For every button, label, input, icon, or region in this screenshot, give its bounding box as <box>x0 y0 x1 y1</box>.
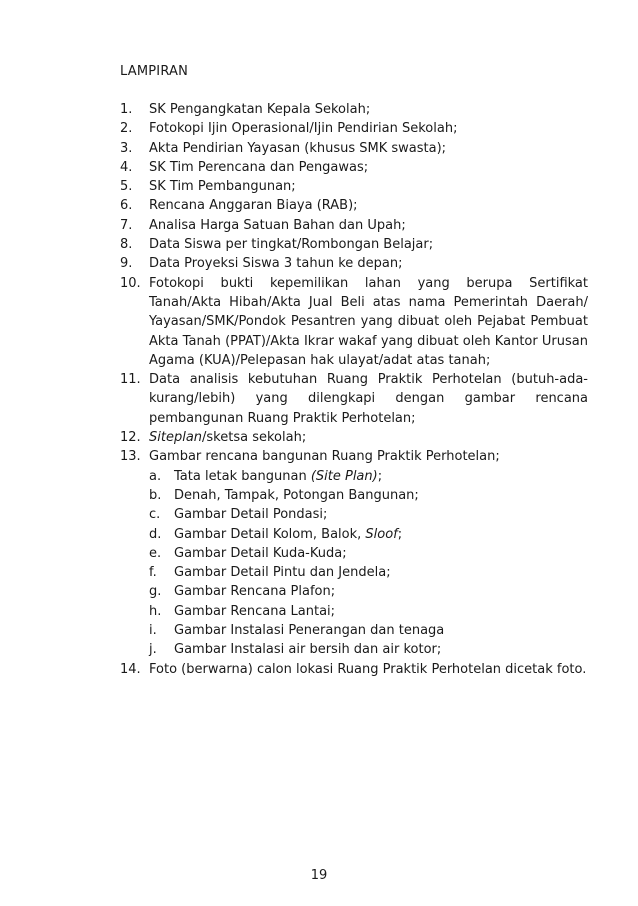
sub-item-text: Gambar Instalasi air bersih dan air kotor; <box>174 642 442 658</box>
attachment-list <box>120 100 588 679</box>
list-item <box>120 139 588 158</box>
item-text-rest: /sketsa sekolah; <box>202 430 307 446</box>
sub-list-item <box>149 640 588 659</box>
sub-list-item <box>149 602 588 621</box>
sub-list-item <box>149 621 588 640</box>
item-text: Rencana Anggaran Biaya (RAB); <box>149 198 358 214</box>
sub-item-text: Gambar Rencana Lantai; <box>174 603 336 619</box>
item-number: 10. <box>120 275 141 291</box>
italic-term: Sloof <box>365 526 398 542</box>
sub-item-letter: e. <box>149 545 162 561</box>
item-text: SK Tim Perencana dan Pengawas; <box>149 159 369 175</box>
item-number: 1. <box>120 102 133 117</box>
sub-item-text-main: Tata letak bangunan <box>174 468 311 484</box>
list-item <box>120 216 588 235</box>
list-item <box>120 158 588 177</box>
sub-item-tail: ; <box>377 468 383 484</box>
item-text: Data analisis kebutuhan Ruang Praktik Perhotelan (butuh-ada-kurang/lebih) yang dilengkapi dengan gambar rencana pembangunan Ruang Praktik Perhotelan; <box>149 372 588 426</box>
list-item <box>120 660 588 679</box>
sub-item-letter: b. <box>149 487 162 503</box>
item-text: Data Proyeksi Siswa 3 tahun ke depan; <box>149 256 403 272</box>
sub-item-tail: ; <box>397 526 403 542</box>
item-text: SK Tim Pembangunan; <box>149 179 296 195</box>
list-item <box>120 177 588 196</box>
italic-term: (Site Plan) <box>310 468 378 484</box>
sub-item-letter: j. <box>149 642 157 658</box>
list-item <box>120 447 588 659</box>
sub-item-text: Gambar Detail Kuda-Kuda; <box>174 545 347 561</box>
sub-item-text <box>174 525 402 544</box>
item-number: 12. <box>120 430 141 446</box>
list-item <box>120 274 588 370</box>
sub-item-text-main: Gambar Detail Kolom, Balok, <box>174 526 366 542</box>
list-item <box>120 196 588 215</box>
sub-list-item <box>149 544 588 563</box>
sub-item-letter: f. <box>149 565 157 581</box>
sub-item-letter: a. <box>149 468 162 484</box>
sub-list-item <box>149 525 588 544</box>
list-item <box>120 370 588 428</box>
item-number: 8. <box>120 237 133 253</box>
sub-list-item <box>149 486 588 505</box>
sub-item-letter: c. <box>149 507 161 523</box>
list-item <box>120 119 588 138</box>
sub-item-letter: h. <box>149 603 162 619</box>
italic-term: Siteplan <box>149 430 203 446</box>
sub-item-letter: i. <box>149 623 157 639</box>
list-item <box>120 428 588 447</box>
item-number: 14. <box>120 661 141 677</box>
item-text: Akta Pendirian Yayasan (khusus SMK swasta); <box>149 140 447 156</box>
item-text: SK Pengangkatan Kepala Sekolah; <box>149 102 371 117</box>
sub-list-item <box>149 505 588 524</box>
sub-item-text: Gambar Detail Pintu dan Jendela; <box>174 565 391 581</box>
sub-item-text: Gambar Detail Pondasi; <box>174 507 328 523</box>
item-number: 3. <box>120 140 133 156</box>
sub-list <box>149 467 588 660</box>
item-number: 4. <box>120 159 133 175</box>
sub-list-item <box>149 582 588 601</box>
item-text: Analisa Harga Satuan Bahan dan Upah; <box>149 217 406 233</box>
item-number: 5. <box>120 179 133 195</box>
item-text <box>149 428 588 447</box>
list-item <box>120 254 588 273</box>
sub-item-letter: g. <box>149 584 162 600</box>
sub-list-item <box>149 467 588 486</box>
list-item <box>120 235 588 254</box>
sub-list-item <box>149 563 588 582</box>
sub-item-text: Gambar Rencana Plafon; <box>174 584 336 600</box>
sub-item-letter: d. <box>149 526 162 542</box>
item-block <box>149 447 588 659</box>
item-text: Data Siswa per tingkat/Rombongan Belajar; <box>149 237 434 253</box>
item-number: 9. <box>120 256 133 272</box>
sub-item-text <box>174 467 382 486</box>
item-text: Foto (berwarna) calon lokasi Ruang Praktik Perhotelan dicetak foto. <box>149 661 587 677</box>
page-number: 19 <box>310 868 328 883</box>
section-heading: LAMPIRAN <box>120 64 189 79</box>
item-text: Fotokopi bukti kepemilikan lahan yang berupa Sertifikat Tanah/Akta Hibah/Akta Jual Beli atas nama Pemerintah Daerah/ Yayasan/SMK/Pondok Pesantren yang dibuat oleh Pejabat Pembuat Akta Tanah (PPAT)/Akta Ikrar wakaf yang dibuat oleh Kantor Urusan Agama (KUA)/Pelepasan hak ulayat/adat atas tanah; <box>149 275 588 368</box>
item-text: Fotokopi Ijin Operasional/Ijin Pendirian Sekolah; <box>149 121 458 137</box>
item-number: 7. <box>120 217 133 233</box>
list-item <box>120 100 588 119</box>
item-number: 2. <box>120 121 133 137</box>
item-text: Gambar rencana bangunan Ruang Praktik Perhotelan; <box>149 449 500 465</box>
item-number: 13. <box>120 449 141 465</box>
item-number: 11. <box>120 372 141 388</box>
sub-item-text: Denah, Tampak, Potongan Bangunan; <box>174 487 419 503</box>
sub-item-text: Gambar Instalasi Penerangan dan tenaga <box>174 623 445 639</box>
item-number: 6. <box>120 198 133 214</box>
